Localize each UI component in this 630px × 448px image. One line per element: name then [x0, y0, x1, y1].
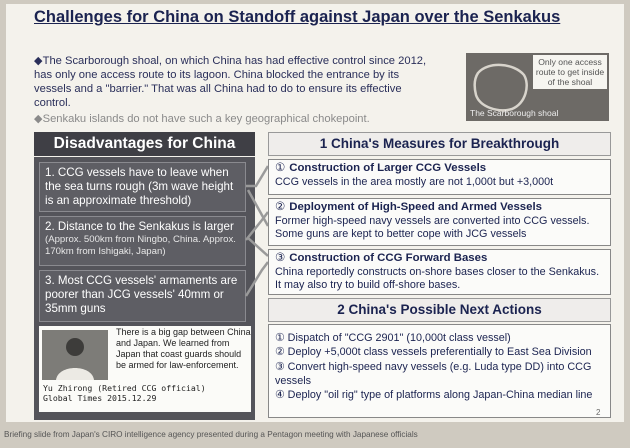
next-action-item: ① Dispatch of "CCG 2901" (10,000t class vessel) — [275, 332, 511, 344]
measures-heading: 1 China's Measures for Breakthrough — [268, 132, 611, 156]
page-number: 2 — [596, 408, 601, 417]
photo-caption: Briefing slide from Japan's CIRO intelligence agency presented during a Pentagon meeting with Japanese officials — [4, 430, 418, 439]
next-actions-heading: 2 China's Possible Next Actions — [268, 298, 611, 322]
measure-item-1: ① Construction of Larger CCG Vessels CCG vessels in the area mostly are not 1,000t but +3,000t — [268, 159, 611, 195]
measure-item-2: ② Deployment of High-Speed and Armed Vessels Former high-speed navy vessels are converted into CCG vessels. Some guns are kept to better cope with JCG vessels — [268, 198, 611, 246]
arrow-3-icon — [246, 262, 268, 296]
disadvantage-item-2: 2. Distance to the Senkakus is larger (Approx. 500km from Ningbo, China. Approx. 170km from Ishigaki, Japan) — [39, 216, 246, 266]
disadvantage-item-3: 3. Most CCG vessels' armaments are poorer than JCG vessels' 40mm or 35mm guns — [39, 270, 246, 322]
map-note: Only one access route to get inside of the shoal — [533, 55, 607, 89]
next-action-item: ② Deploy +5,000t class vessels preferentially to East Sea Division — [275, 346, 592, 359]
bullet-icon: ◆ — [34, 55, 43, 67]
next-action-item: ④ Deploy "oil rig" type of platforms along Japan-China median line — [275, 389, 593, 402]
disadvantage-item-1: 1. CCG vessels have to leave when the sea turns rough (3m wave height is an approximate threshold) — [39, 162, 246, 212]
arrow-cross-2-icon — [248, 238, 268, 256]
map-caption: The Scarborough shoal — [470, 108, 559, 118]
disadvantages-title: Disadvantages for China — [34, 132, 255, 156]
arrow-cross-icon — [248, 190, 268, 226]
quote-attribution: Yu Zhirong (Retired CCG official) Global Times 2015.12.29 — [43, 383, 206, 403]
arrow-2-icon — [246, 212, 268, 240]
quote-text: There is a big gap between China and Japan. We learned from Japan that coast guards should be armed for law-enforcement. — [116, 327, 251, 370]
next-actions-list — [268, 324, 611, 418]
slide-title: Challenges for China on Standoff against Japan over the Senkakus — [34, 8, 561, 26]
bullet-icon: ◆ — [34, 113, 43, 125]
next-action-item: ③ Convert high-speed navy vessels (e.g. Luda type DD) into CCG vessels — [275, 360, 592, 387]
intro-line-2: ◆Senkaku islands do not have such a key geographical chokepoint. — [34, 113, 370, 125]
intro-line-1: ◆The Scarborough shoal, on which China has had effective control since 2012, has only one access route to its lagoon. China blocked the entrance by its vessels and a "barrier." That was all China had to do to ensure its effective control. — [34, 55, 427, 109]
arrow-1-icon — [246, 166, 268, 186]
measure-item-3: ③ Construction of CCG Forward Bases China reportedly constructs on-shore bases closer to the Senkakus. It may also try to build off-shore bases. — [268, 249, 611, 295]
